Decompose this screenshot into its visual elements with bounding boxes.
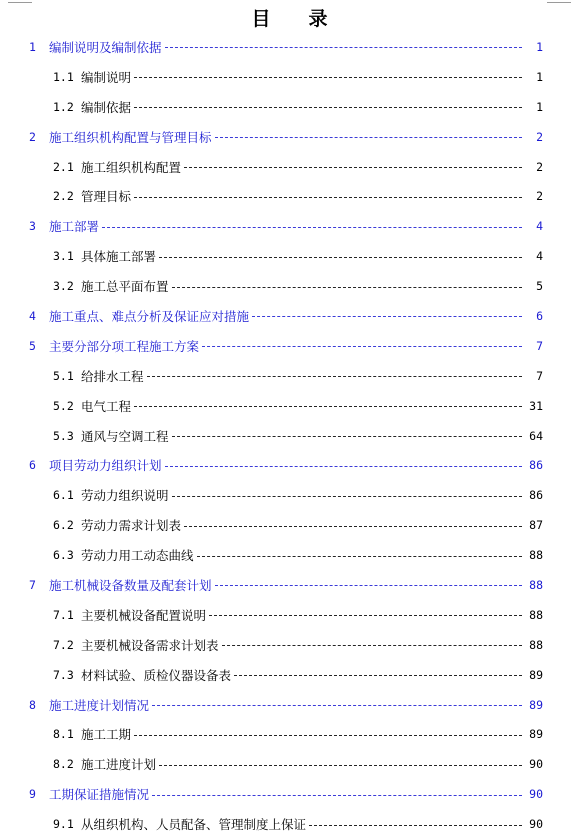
toc-section-entry[interactable]: [0, 809, 579, 839]
toc-page-number: 7: [536, 368, 543, 383]
toc-entry-title: 工期保证措施情况: [49, 787, 150, 803]
toc-chapter-entry[interactable]: [0, 331, 579, 361]
toc-page-number: 90: [529, 817, 543, 832]
toc-dot-leader: [202, 346, 522, 347]
toc-entry-title: 劳动力组织说明: [81, 488, 169, 504]
toc-dot-leader: [234, 675, 522, 676]
toc-entry-number: 7.3: [53, 667, 74, 682]
toc-dot-leader: [309, 825, 522, 826]
toc-section-entry[interactable]: [0, 719, 579, 749]
toc-entry-number: 7.2: [53, 637, 74, 652]
toc-page-number: 89: [529, 727, 543, 742]
toc-entry-title: 施工部署: [49, 219, 100, 235]
toc-entry-number: 5.2: [53, 398, 74, 413]
toc-dot-leader: [134, 107, 522, 108]
toc-entry-number: 2.2: [53, 189, 74, 204]
toc-entry-number: 4: [29, 308, 36, 323]
toc-dot-leader: [172, 496, 522, 497]
toc-entry-number: 9: [29, 787, 36, 802]
toc-entry-number: 2: [29, 129, 36, 144]
toc-page-number: 4: [536, 249, 543, 264]
toc-entry-title: 施工总平面布置: [81, 279, 169, 295]
toc-section-entry[interactable]: [0, 630, 579, 660]
toc-entry-number: 2.1: [53, 159, 74, 174]
toc-dot-leader: [147, 376, 522, 377]
toc-entry-number: 8: [29, 697, 36, 712]
toc-entry-title: 施工进度计划: [81, 757, 157, 773]
toc-dot-leader: [209, 615, 522, 616]
toc-dot-leader: [222, 645, 522, 646]
toc-page-number: 1: [536, 39, 543, 54]
toc-dot-leader: [215, 137, 522, 138]
toc-dot-leader: [134, 406, 522, 407]
toc-section-entry[interactable]: [0, 480, 579, 510]
toc-entry-number: 5: [29, 338, 36, 353]
toc-entry-number: 7.1: [53, 607, 74, 622]
toc-chapter-entry[interactable]: [0, 32, 579, 62]
toc-section-entry[interactable]: [0, 391, 579, 421]
toc-dot-leader: [184, 526, 522, 527]
toc-entry-title: 编制说明及编制依据: [49, 39, 162, 55]
toc-page-number: 31: [529, 398, 543, 413]
toc-entry-title: 给排水工程: [81, 368, 144, 384]
toc-entry-title: 材料试验、质检仪器设备表: [81, 667, 232, 683]
title-char-2: 录: [308, 8, 328, 30]
toc-entry-number: 5.3: [53, 428, 74, 443]
toc-page-number: 5: [536, 279, 543, 294]
toc-page-number: 88: [529, 577, 543, 592]
toc-entry-number: 6.3: [53, 548, 74, 563]
toc-page-number: 2: [536, 189, 543, 204]
toc-dot-leader: [102, 227, 522, 228]
toc-dot-leader: [165, 47, 522, 48]
table-of-contents: [0, 32, 579, 839]
toc-section-entry[interactable]: [0, 62, 579, 92]
toc-chapter-entry[interactable]: [0, 122, 579, 152]
toc-entry-title: 通风与空调工程: [81, 428, 169, 444]
toc-page-number: 90: [529, 757, 543, 772]
toc-dot-leader: [165, 466, 522, 467]
toc-chapter-entry[interactable]: [0, 570, 579, 600]
toc-section-entry[interactable]: [0, 181, 579, 211]
header-rule-right: [547, 2, 571, 3]
toc-page-number: 1: [536, 69, 543, 84]
toc-entry-title: 具体施工部署: [81, 249, 157, 265]
toc-page-number: 89: [529, 697, 543, 712]
toc-page-number: 88: [529, 637, 543, 652]
toc-entry-title: 施工组织机构配置: [81, 159, 182, 175]
toc-dot-leader: [152, 795, 522, 796]
toc-dot-leader: [134, 735, 522, 736]
toc-section-entry[interactable]: [0, 421, 579, 451]
toc-entry-title: 劳动力需求计划表: [81, 518, 182, 534]
toc-dot-leader: [134, 197, 522, 198]
toc-entry-number: 5.1: [53, 368, 74, 383]
toc-section-entry[interactable]: [0, 540, 579, 570]
toc-entry-number: 9.1: [53, 817, 74, 832]
toc-dot-leader: [215, 585, 522, 586]
toc-page-number: 4: [536, 219, 543, 234]
toc-page-number: 88: [529, 607, 543, 622]
toc-page-number: 7: [536, 338, 543, 353]
toc-entry-number: 1.2: [53, 99, 74, 114]
toc-entry-title: 施工进度计划情况: [49, 697, 150, 713]
toc-chapter-entry[interactable]: [0, 211, 579, 241]
header-rule-left: [8, 2, 32, 3]
toc-entry-title: 主要机械设备配置说明: [81, 607, 207, 623]
toc-entry-title: 电气工程: [81, 398, 132, 414]
toc-section-entry[interactable]: [0, 271, 579, 301]
toc-entry-number: 3.2: [53, 279, 74, 294]
toc-dot-leader: [134, 77, 522, 78]
toc-dot-leader: [252, 316, 522, 317]
toc-page-number: 88: [529, 548, 543, 563]
toc-dot-leader: [159, 257, 522, 258]
toc-section-entry[interactable]: [0, 361, 579, 391]
toc-entry-title: 施工组织机构配置与管理目标: [49, 129, 212, 145]
toc-entry-number: 6.1: [53, 488, 74, 503]
toc-dot-leader: [152, 705, 522, 706]
toc-entry-title: 施工机械设备数量及配套计划: [49, 577, 212, 593]
toc-dot-leader: [197, 556, 522, 557]
toc-section-entry[interactable]: [0, 92, 579, 122]
toc-section-entry[interactable]: [0, 241, 579, 271]
page-title: [0, 4, 579, 31]
toc-entry-title: 劳动力用工动态曲线: [81, 548, 194, 564]
toc-chapter-entry[interactable]: [0, 301, 579, 331]
toc-section-entry[interactable]: [0, 749, 579, 779]
toc-entry-number: 3: [29, 219, 36, 234]
toc-entry-title: 主要机械设备需求计划表: [81, 637, 219, 653]
toc-section-entry[interactable]: [0, 510, 579, 540]
title-char-1: 目: [251, 8, 271, 30]
toc-entry-number: 6.2: [53, 518, 74, 533]
toc-page-number: 89: [529, 667, 543, 682]
toc-entry-title: 施工工期: [81, 727, 132, 743]
toc-page-number: 86: [529, 488, 543, 503]
toc-page-number: 64: [529, 428, 543, 443]
toc-page-number: 2: [536, 159, 543, 174]
toc-entry-title: 施工重点、难点分析及保证应对措施: [49, 308, 250, 324]
toc-chapter-entry[interactable]: [0, 690, 579, 720]
toc-page-number: 87: [529, 518, 543, 533]
toc-entry-title: 编制依据: [81, 99, 132, 115]
toc-page-number: 1: [536, 99, 543, 114]
toc-page-number: 2: [536, 129, 543, 144]
toc-section-entry[interactable]: [0, 600, 579, 630]
toc-page-number: 86: [529, 458, 543, 473]
toc-entry-number: 6: [29, 458, 36, 473]
toc-entry-number: 1.1: [53, 69, 74, 84]
toc-entry-number: 7: [29, 577, 36, 592]
toc-entry-number: 8.2: [53, 757, 74, 772]
toc-entry-title: 主要分部分项工程施工方案: [49, 338, 200, 354]
toc-entry-title: 管理目标: [81, 189, 132, 205]
toc-entry-title: 项目劳动力组织计划: [49, 458, 162, 474]
toc-section-entry[interactable]: [0, 152, 579, 182]
toc-chapter-entry[interactable]: [0, 450, 579, 480]
toc-dot-leader: [159, 765, 522, 766]
toc-section-entry[interactable]: [0, 660, 579, 690]
toc-chapter-entry[interactable]: [0, 779, 579, 809]
toc-dot-leader: [172, 436, 522, 437]
toc-entry-title: 从组织机构、人员配备、管理制度上保证: [81, 817, 307, 833]
toc-entry-number: 1: [29, 39, 36, 54]
toc-entry-number: 3.1: [53, 249, 74, 264]
toc-entry-title: 编制说明: [81, 69, 132, 85]
toc-dot-leader: [184, 167, 522, 168]
toc-dot-leader: [172, 287, 522, 288]
toc-entry-number: 8.1: [53, 727, 74, 742]
toc-page-number: 6: [536, 308, 543, 323]
toc-page-number: 90: [529, 787, 543, 802]
